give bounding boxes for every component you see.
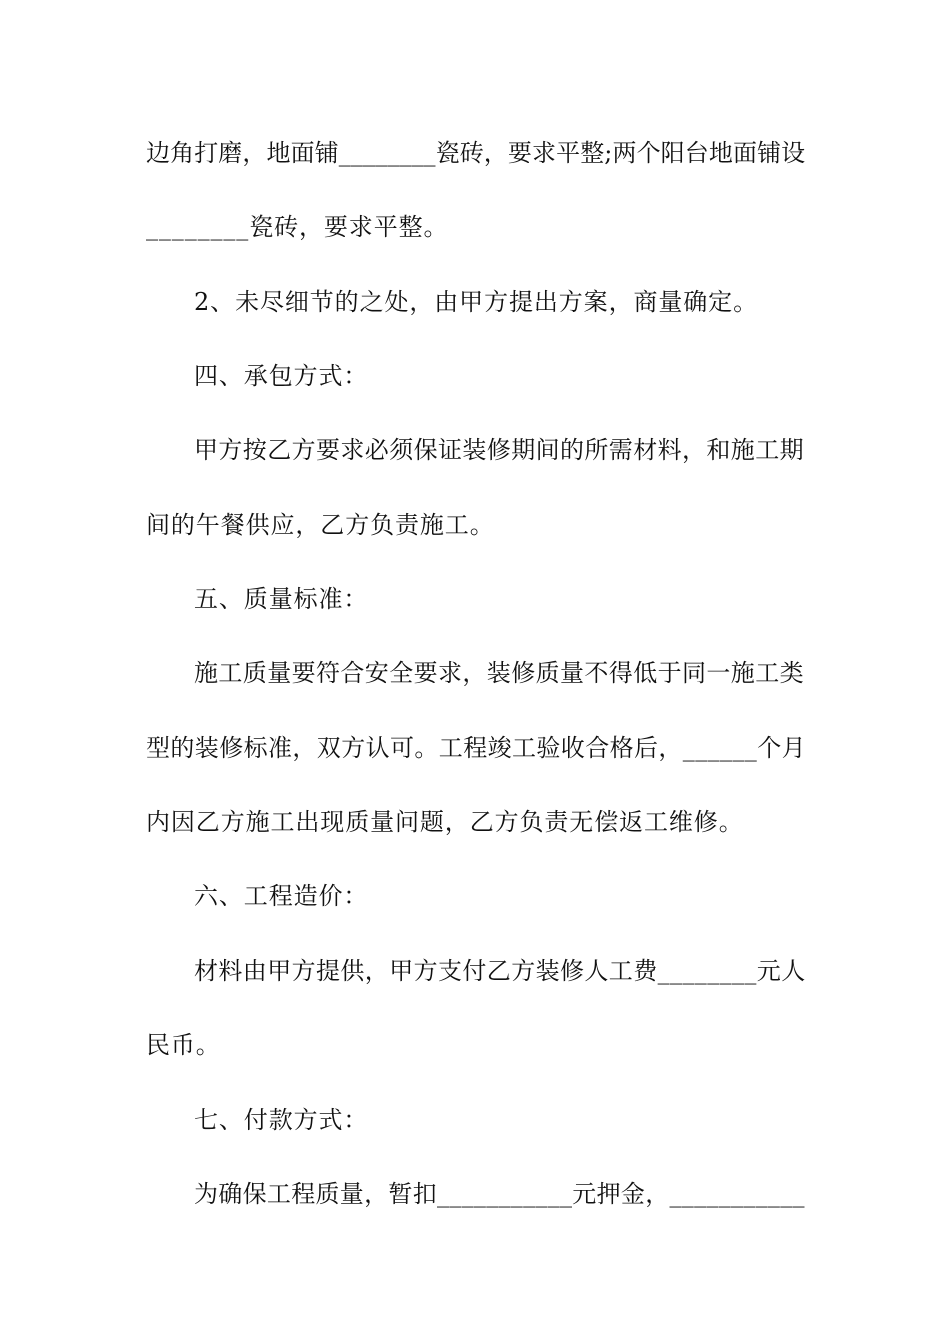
paragraph-line-9: 型的装修标准，双方认可。工程竣工验收合格后，______个月 (146, 734, 806, 762)
paragraph-line-6: 间的午餐供应，乙方负责施工。 (146, 511, 495, 539)
section-heading-6: 六、工程造价： (194, 882, 369, 910)
section-heading-7: 七、付款方式： (194, 1106, 369, 1134)
paragraph-line-15: 为确保工程质量，暂扣___________元押金，___________ (194, 1180, 805, 1208)
paragraph-line-2: ________瓷砖，要求平整。 (146, 213, 449, 241)
paragraph-line-8: 施工质量要符合安全要求，装修质量不得低于同一施工类 (194, 659, 804, 687)
paragraph-line-5: 甲方按乙方要求必须保证装修期间的所需材料，和施工期 (194, 436, 804, 464)
paragraph-line-1: 边角打磨，地面铺________瓷砖，要求平整;两个阳台地面铺设 (146, 139, 806, 167)
section-heading-5: 五、质量标准： (194, 585, 369, 613)
paragraph-line-13: 民币。 (146, 1031, 221, 1059)
clause-2-text: 2、未尽细节的之处，由甲方提出方案，商量确定。 (194, 288, 758, 316)
section-heading-4: 四、承包方式： (194, 362, 369, 390)
paragraph-line-12: 材料由甲方提供，甲方支付乙方装修人工费________元人 (194, 957, 806, 985)
paragraph-line-10: 内因乙方施工出现质量问题，乙方负责无偿返工维修。 (146, 808, 744, 836)
